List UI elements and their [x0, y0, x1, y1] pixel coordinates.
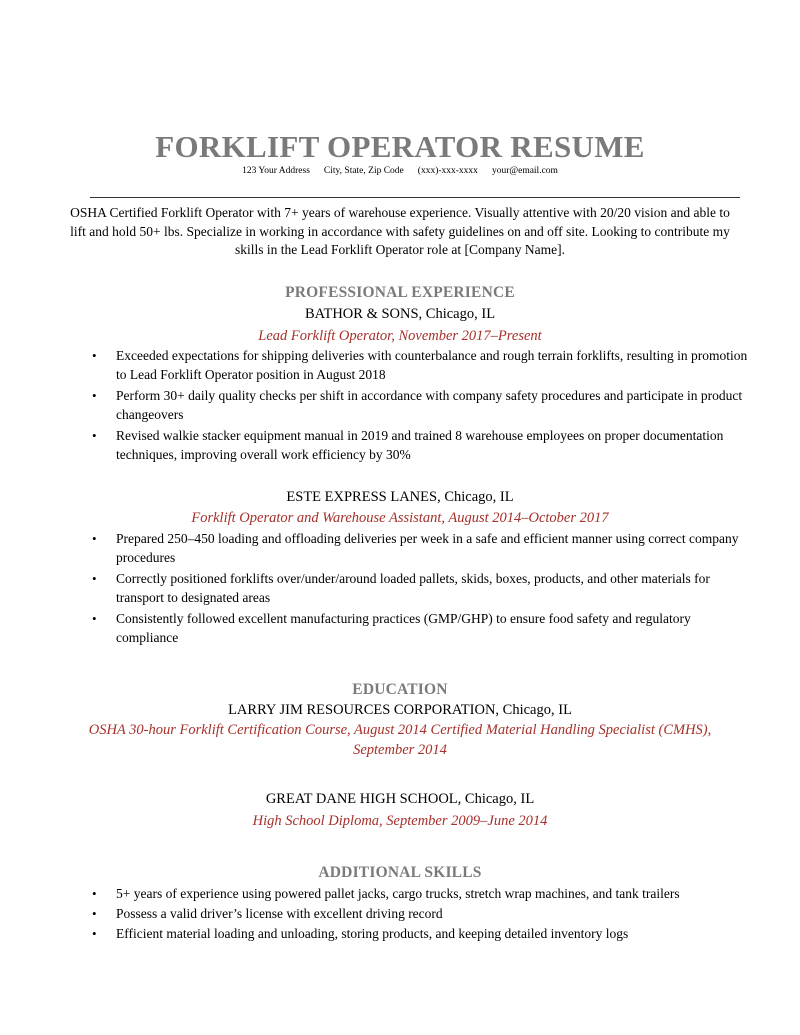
list-item: • Perform 30+ daily quality checks per shift in accordance with company safety procedures and participate in product changeovers [88, 387, 748, 424]
header-divider [90, 197, 740, 198]
summary-paragraph: OSHA Certified Forklift Operator with 7+ years of warehouse experience. Visually attentive with 20/20 vision and able to lift and hold 50+ lbs. Specialize in working in accordance with safety guidelines on and off site. Looking to contribute my skills in the Lead Forklift Operator role at [Company Name]. [70, 205, 730, 257]
list-item: • Revised walkie stacker equipment manual in 2019 and trained 8 warehouse employees on proper documentation techniques, improving overall work efficiency by 30% [88, 427, 748, 464]
employer-name: BATHOR & SONS, Chicago, IL [304, 306, 496, 322]
contact-phone: (xxx)-xxx-xxxx [417, 166, 478, 176]
school-detail: OSHA 30-hour Forklift Certification Course, August 2014 Certified Material Handling Specialist (CMHS), September 2014 [88, 722, 712, 758]
school-name: GREAT DANE HIGH SCHOOL, Chicago, IL [265, 791, 535, 807]
list-item: • Consistently followed excellent manufacturing practices (GMP/GHP) to ensure food safety and regulatory compliance [88, 610, 748, 647]
school-name: LARRY JIM RESOURCES CORPORATION, Chicago, IL [228, 702, 572, 718]
employer-name: ESTE EXPRESS LANES, Chicago, IL [286, 489, 514, 505]
list-item: • Exceeded expectations for shipping deliveries with counterbalance and rough terrain forklifts, resulting in promotion to Lead Forklift Operator position in August 2018 [88, 347, 748, 384]
contact-line [0, 164, 800, 178]
job-role: Forklift Operator and Warehouse Assistant, August 2014–October 2017 [191, 510, 609, 526]
contact-city: City, State, Zip Code [323, 166, 404, 176]
list-item: • Prepared 250–450 loading and offloading deliveries per week in a safe and efficient manner using correct company procedures [88, 530, 748, 567]
list-item: • Possess a valid driver’s license with excellent driving record [88, 904, 748, 923]
contact-address: 123 Your Address [242, 166, 310, 176]
list-item: • Correctly positioned forklifts over/under/around loaded pallets, skids, boxes, products, and other materials for transport to designated areas [88, 570, 748, 607]
list-item: • 5+ years of experience using powered pallet jacks, cargo trucks, stretch wrap machines, and tank trailers [88, 884, 748, 903]
list-item: • Efficient material loading and unloading, storing products, and keeping detailed inventory logs [88, 924, 748, 943]
job-bullets [88, 347, 748, 467]
section-heading-experience: PROFESSIONAL EXPERIENCE [285, 284, 515, 301]
section-heading-education: EDUCATION [352, 681, 448, 698]
contact-email: your@email.com [491, 166, 558, 176]
school-detail: High School Diploma, September 2009–June 2014 [252, 813, 548, 829]
resume-title: FORKLIFT OPERATOR RESUME [155, 129, 645, 164]
skills-list [88, 884, 748, 944]
job-role: Lead Forklift Operator, November 2017–Present [258, 328, 542, 344]
section-heading-skills: ADDITIONAL SKILLS [318, 864, 482, 881]
job-bullets [88, 530, 748, 650]
